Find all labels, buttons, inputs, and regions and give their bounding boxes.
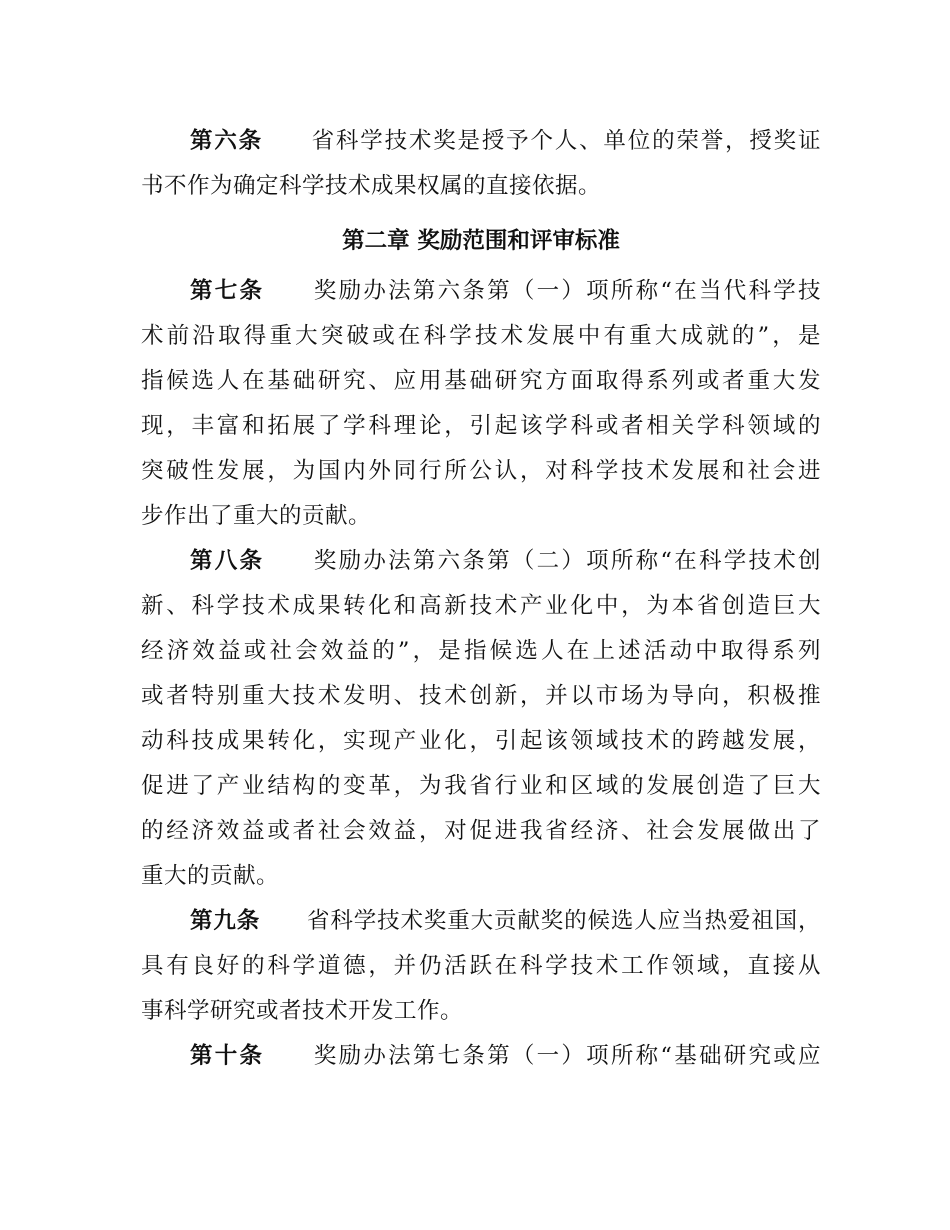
chapter-title: 第二章 奖励范围和评审标准 (342, 228, 620, 254)
article-7-line-5: 突破性发展，为国内外同行所公认，对科学技术发展和社会进 (141, 458, 821, 484)
article-7-line-3: 指候选人在基础研究、应用基础研究方面取得系列或者重大发 (141, 368, 821, 394)
article-7-line-6: 步作出了重大的贡献。 (141, 503, 372, 529)
article-8-line-3: 经济效益或社会效益的”，是指候选人在上述活动中取得系列 (141, 638, 821, 664)
article-8-line-7: 的经济效益或者社会效益，对促进我省经济、社会发展做出了 (141, 818, 821, 844)
article-9-line-3: 事科学研究或者技术开发工作。 (141, 998, 464, 1024)
article-10-line-1: 第十条 奖励办法第七条第（一）项所称“基础研究或应 (190, 1043, 821, 1069)
article-9-number: 第九条 (190, 908, 261, 934)
article-8-line-5: 动科技成果转化，实现产业化，引起该领域技术的跨越发展， (141, 728, 821, 754)
article-8-line-2: 新、科学技术成果转化和高新技术产业化中，为本省创造巨大 (141, 593, 821, 619)
article-8-line-8: 重大的贡献。 (141, 863, 280, 889)
article-8-line-4: 或者特别重大技术发明、技术创新，并以市场为导向，积极推 (141, 683, 821, 709)
article-10-number: 第十条 (190, 1043, 265, 1069)
article-6-line-2: 书不作为确定科学技术成果权属的直接依据。 (141, 173, 602, 199)
article-9-line-1: 第九条 省科学技术奖重大贡献奖的候选人应当热爱祖国， (190, 908, 821, 934)
article-8-line-6: 促进了产业结构的变革，为我省行业和区域的发展创造了巨大 (141, 773, 821, 799)
article-6-line-1: 第六条 省科学技术奖是授予个人、单位的荣誉，授奖证 (190, 128, 821, 154)
article-6-number: 第六条 (190, 128, 263, 154)
article-7-line-1: 第七条 奖励办法第六条第（一）项所称“在当代科学技 (190, 278, 821, 304)
article-8-line-1: 第八条 奖励办法第六条第（二）项所称“在科学技术创 (190, 548, 821, 574)
article-7-line-4: 现，丰富和拓展了学科理论，引起该学科或者相关学科领域的 (141, 413, 821, 439)
article-9-line-2: 具有良好的科学道德，并仍活跃在科学技术工作领域，直接从 (141, 953, 821, 979)
article-7-number: 第七条 (190, 278, 265, 304)
article-8-number: 第八条 (190, 548, 265, 574)
article-7-line-2: 术前沿取得重大突破或在科学技术发展中有重大成就的”，是 (141, 323, 821, 349)
